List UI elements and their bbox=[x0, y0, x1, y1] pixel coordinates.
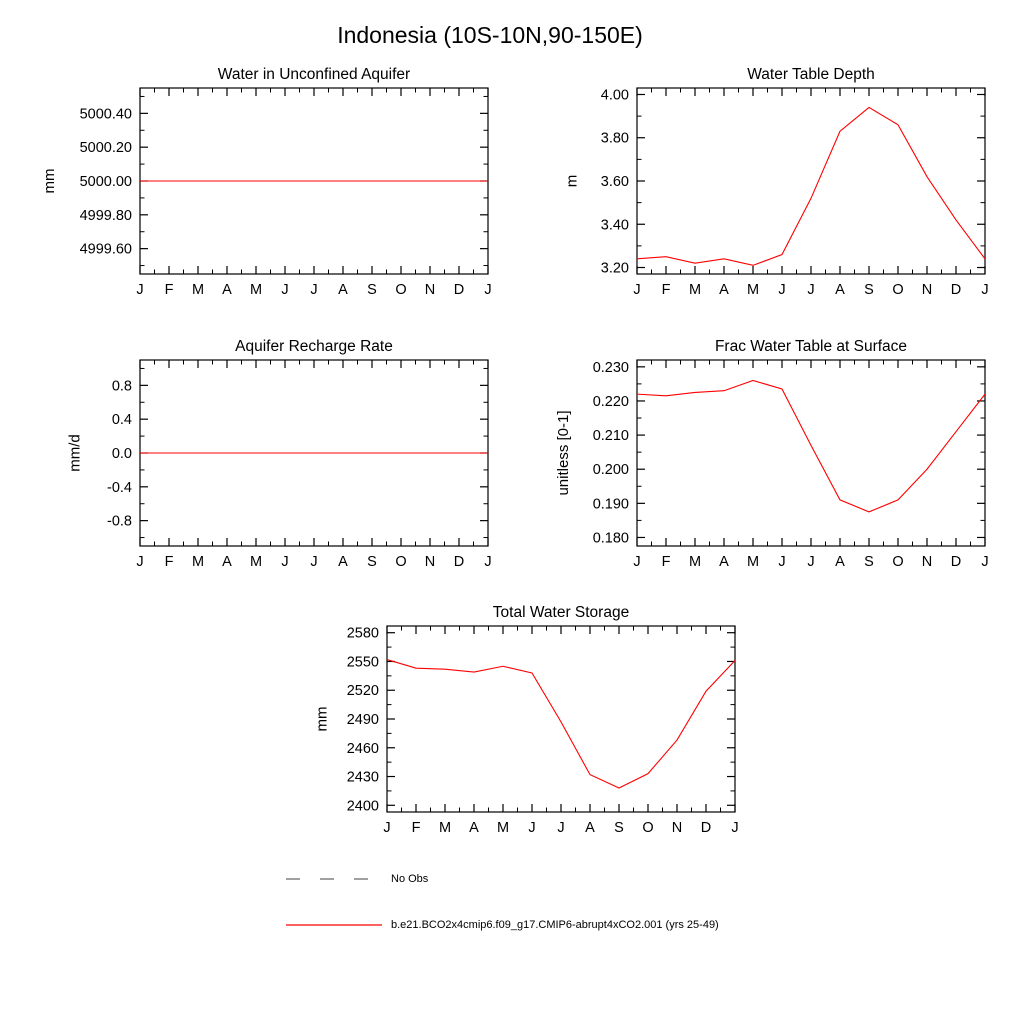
x-tick-label: S bbox=[367, 554, 377, 570]
chart-canvas bbox=[497, 330, 1007, 582]
x-tick-label: A bbox=[338, 282, 348, 298]
x-tick-label: J bbox=[281, 282, 289, 298]
x-tick-label: S bbox=[864, 282, 874, 298]
x-tick-label: J bbox=[310, 282, 318, 298]
x-tick-label: F bbox=[661, 282, 671, 298]
chart-title: Total Water Storage bbox=[492, 604, 630, 621]
y-tick-label: 2520 bbox=[346, 683, 379, 700]
y-tick-label: 0.0 bbox=[111, 446, 132, 462]
y-tick-label: -0.8 bbox=[107, 513, 132, 530]
y-tick-label: 2550 bbox=[346, 654, 379, 671]
y-tick-label: 0.200 bbox=[592, 462, 629, 479]
plot-frame bbox=[387, 626, 735, 812]
y-axis-label: unitless [0-1] bbox=[555, 410, 572, 496]
chart-frac-water-table-at-surface bbox=[497, 330, 1007, 582]
x-tick-label: O bbox=[892, 554, 904, 570]
y-tick-label: 0.4 bbox=[111, 412, 132, 429]
y-tick-label: 0.230 bbox=[592, 359, 629, 376]
x-tick-label: A bbox=[835, 282, 845, 298]
y-tick-label: 3.80 bbox=[600, 130, 629, 147]
x-tick-label: M bbox=[191, 554, 205, 570]
x-tick-label: A bbox=[222, 554, 232, 570]
x-tick-label: D bbox=[950, 282, 962, 298]
x-tick-label: J bbox=[310, 554, 318, 570]
y-tick-label: 0.8 bbox=[111, 378, 132, 395]
y-tick-label: 2430 bbox=[346, 769, 379, 786]
x-tick-label: A bbox=[469, 820, 479, 836]
x-tick-label: J bbox=[528, 820, 536, 836]
chart-aquifer-recharge-rate bbox=[0, 330, 510, 582]
chart-total-water-storage bbox=[247, 596, 757, 848]
x-tick-label: M bbox=[191, 282, 205, 298]
x-tick-label: J bbox=[778, 282, 786, 298]
x-tick-label: M bbox=[746, 282, 760, 298]
x-tick-label: S bbox=[367, 282, 377, 298]
y-tick-label: 5000.00 bbox=[79, 174, 132, 190]
chart-water-table-depth bbox=[497, 58, 1007, 310]
model-line-swatch bbox=[286, 919, 382, 931]
x-tick-label: N bbox=[671, 820, 683, 836]
x-tick-label: F bbox=[661, 554, 671, 570]
legend-label-model: b.e21.BCO2x4cmip6.f09_g17.CMIP6-abrupt4xCO2.001 (yrs 25-49) bbox=[391, 919, 719, 931]
x-tick-label: N bbox=[921, 282, 933, 298]
x-tick-label: J bbox=[383, 820, 391, 836]
x-tick-label: A bbox=[222, 282, 232, 298]
x-tick-label: A bbox=[719, 554, 729, 570]
x-tick-label: M bbox=[688, 554, 702, 570]
y-tick-label: 0.210 bbox=[592, 428, 629, 445]
y-axis-label: mm bbox=[40, 168, 58, 194]
x-tick-label: N bbox=[921, 554, 933, 570]
chart-canvas bbox=[0, 330, 510, 582]
x-tick-label: N bbox=[424, 554, 436, 570]
legend-entry-no-obs bbox=[286, 871, 428, 887]
y-tick-label: 4999.60 bbox=[79, 241, 132, 258]
y-tick-label: 2580 bbox=[346, 625, 379, 642]
y-tick-label: 0.190 bbox=[592, 496, 629, 513]
series-line bbox=[387, 660, 735, 788]
x-tick-label: F bbox=[164, 554, 174, 570]
x-tick-label: A bbox=[835, 554, 845, 570]
y-tick-label: 5000.20 bbox=[79, 140, 132, 157]
x-tick-label: J bbox=[136, 554, 144, 570]
y-axis-label: m bbox=[563, 174, 581, 188]
x-tick-label: A bbox=[338, 554, 348, 570]
y-tick-label: 5000.40 bbox=[79, 106, 132, 123]
x-tick-label: O bbox=[642, 820, 654, 836]
x-tick-label: J bbox=[557, 820, 565, 836]
chart-canvas bbox=[497, 58, 1007, 310]
x-tick-label: O bbox=[892, 282, 904, 298]
y-tick-label: 3.20 bbox=[600, 260, 629, 277]
x-tick-label: O bbox=[395, 554, 407, 570]
x-tick-label: N bbox=[424, 282, 436, 298]
x-tick-label: M bbox=[688, 282, 702, 298]
x-tick-label: M bbox=[496, 820, 510, 836]
x-tick-label: J bbox=[807, 282, 815, 298]
x-tick-label: J bbox=[484, 282, 492, 298]
y-tick-label: 2460 bbox=[346, 740, 379, 757]
chart-title: Water Table Depth bbox=[747, 66, 875, 83]
x-tick-label: D bbox=[700, 820, 712, 836]
chart-title: Frac Water Table at Surface bbox=[714, 338, 908, 355]
page-title: Indonesia (10S-10N,90-150E) bbox=[337, 22, 643, 48]
x-tick-label: A bbox=[719, 282, 729, 298]
x-tick-label: J bbox=[981, 554, 989, 570]
chart-canvas bbox=[247, 596, 757, 848]
series-line bbox=[637, 107, 985, 265]
x-tick-label: S bbox=[864, 554, 874, 570]
chart-canvas bbox=[0, 58, 510, 310]
x-tick-label: S bbox=[614, 820, 624, 836]
chart-water-in-unconfined-aquifer bbox=[0, 58, 510, 310]
plot-frame bbox=[637, 360, 985, 546]
x-tick-label: A bbox=[585, 820, 595, 836]
x-tick-label: J bbox=[731, 820, 739, 836]
y-tick-label: 2490 bbox=[346, 712, 379, 728]
legend-entry-model bbox=[286, 917, 719, 933]
x-tick-label: M bbox=[249, 554, 263, 570]
x-tick-label: M bbox=[746, 554, 760, 570]
x-tick-label: J bbox=[981, 282, 989, 298]
x-tick-label: J bbox=[778, 554, 786, 570]
y-axis-label: mm/d bbox=[66, 434, 84, 472]
x-tick-label: J bbox=[136, 282, 144, 298]
chart-title: Water in Unconfined Aquifer bbox=[217, 66, 411, 83]
legend-label-no-obs: No Obs bbox=[391, 873, 429, 885]
y-tick-label: 2400 bbox=[346, 798, 379, 815]
x-tick-label: O bbox=[395, 282, 407, 298]
plot-frame bbox=[637, 88, 985, 274]
x-tick-label: M bbox=[249, 282, 263, 298]
y-tick-label: -0.4 bbox=[107, 479, 132, 496]
y-tick-label: 3.40 bbox=[600, 217, 629, 234]
y-tick-label: 0.220 bbox=[592, 393, 629, 410]
y-tick-label: 3.60 bbox=[600, 174, 629, 190]
y-tick-label: 0.180 bbox=[592, 530, 629, 547]
x-tick-label: F bbox=[164, 282, 174, 298]
chart-title: Aquifer Recharge Rate bbox=[235, 338, 393, 355]
x-tick-label: M bbox=[438, 820, 452, 836]
x-tick-label: D bbox=[950, 554, 962, 570]
y-tick-label: 4.00 bbox=[600, 87, 629, 104]
x-tick-label: F bbox=[411, 820, 421, 836]
x-tick-label: D bbox=[453, 554, 465, 570]
series-line bbox=[637, 380, 985, 511]
x-tick-label: J bbox=[484, 554, 492, 570]
x-tick-label: J bbox=[633, 554, 641, 570]
x-tick-label: J bbox=[807, 554, 815, 570]
no-obs-line-swatch bbox=[286, 873, 382, 885]
x-tick-label: J bbox=[281, 554, 289, 570]
y-axis-label: mm bbox=[313, 706, 331, 732]
x-tick-label: J bbox=[633, 282, 641, 298]
x-tick-label: D bbox=[453, 282, 465, 298]
y-tick-label: 4999.80 bbox=[79, 207, 132, 224]
